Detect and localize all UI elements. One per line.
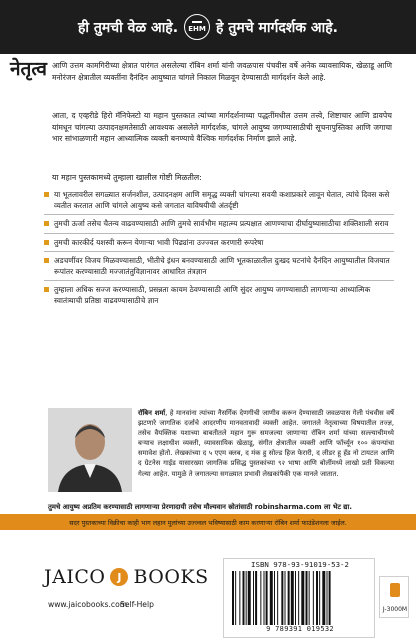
website-callout: तुमचे आयुष्य अप्रतिम करण्यासाठी लागणाऱ्या प्रेरणादायी तसेच मौल्यवान स्रोतांसाठी robinsharma.com ला भेट द्या. xyxy=(48,503,352,511)
list-item-text: तुमची ऊर्जा तसेच चैतन्य वाढवण्यासाठी आणि तुमचे सार्वभौम महात्म्य प्रत्यक्षात आणण्याचा दीर्घायुष्यासाठीचा शक्तिशाली सराव xyxy=(54,219,389,229)
list-item xyxy=(44,186,394,215)
publisher-name-right: BOOKS xyxy=(133,566,209,588)
list-item-text: अडचणींवर विजय मिळवण्यासाठी, भीतीचे इंधन बनवण्यासाठी आणि भूतकाळातील दुःखद घटनांचे दैनंदिन आयुष्यातील विजयात रूपांतर करण्यासाठी मज्जातंतुविज्ञानावर आधारित तंत्रज्ञान xyxy=(54,255,390,277)
isbn-text: ISBN 978-93-91019-53-2 xyxy=(251,560,349,569)
list-title: या महान पुस्तकामध्ये तुम्हाला खालील गोष्टी मिळतील: xyxy=(52,173,202,182)
author-photo xyxy=(48,408,132,492)
author-bio-text: , हे मानवांना त्यांच्या नैसर्गिक देणगीची जाणीव करून देण्यासाठी जवळपास गेली पंचवीस वर्षे झटणारे जागतिक दर्जाचे आदरणीय मानवतावादी व्यक्ती आहेत. जगातले नेतृत्वाच्या विषयातील तज्ज्ञ, तसेच वैयक्तिक यशाच्या बाबतीतले महान गुरू समजल्या जाणाऱ्या रॉबिन शर्मा यांच्या सल्ल्याचीमध्ये बऱ्याच लक्षाधीश व्यक्ती, व्यावसायिक खेळाडू, संगीत क्षेत्रातील व्यक्ती आणि फॉर्च्यून १०० कंपन्यांचा समावेश होतो. लेखकांच्या द ५ एएम क्लब, द मंक हु सोल्ड हिज फेरारी, द लीडर हू हॅड नो टायटल आणि द ग्रेटनेस गाईड यासारख्या जागतिक प्रसिद्ध पुस्तकांच्या ९२ भाषा आणि बोलींमध्ये लाखो प्रती विकल्या गेल्या आहेत. यामुळे ते जगातल्या सगळ्यात प्रभावी लेखकांपैकी एक मानले जातात. xyxy=(138,409,394,478)
price-code: J-3000M xyxy=(382,606,408,613)
author-name: रॉबिन शर्मा xyxy=(138,409,166,417)
square-bullet-icon xyxy=(44,287,49,292)
author-bio xyxy=(138,408,394,479)
charity-notice-text: सदर पुस्तकाच्या विक्रीचा काही भाग लहान मुलांच्या उज्ज्वल भविष्यासाठी काम करणाऱ्या रॉबिन शर्मा फाउंडेशनला जाईल. xyxy=(69,518,347,527)
price-code-mark-icon xyxy=(390,583,400,597)
publisher-name-left: JAICO xyxy=(44,566,106,588)
list-item-text: तुमची कारकीर्द यशस्वी करून येणाऱ्या भावी पिढ्यांना उज्ज्वल करणारी रूपरेषा xyxy=(54,237,264,247)
ehm-logo-icon xyxy=(184,14,210,40)
tagline-banner xyxy=(0,0,416,54)
square-bullet-icon xyxy=(44,192,49,197)
list-item xyxy=(44,281,394,309)
isbn-barcode xyxy=(223,558,375,638)
author-portrait-icon xyxy=(48,408,132,492)
book-genre: Self-Help xyxy=(120,600,154,609)
square-bullet-icon xyxy=(44,258,49,263)
intro-paragraph: आणि उत्तम कामगिरीच्या क्षेत्रात पारंगत असलेल्या रॉबिन शर्मा यांनी जवळपास पंचवीस वर्षे अनेक व्यावसायिक, खेळाडू आणि मनोरंजन क्षेत्रातील व्यक्तींना दैनंदिन आयुष्यात चांगले निकाल मिळवून देण्यासाठी मार्गदर्शन केले आहे. xyxy=(52,61,392,82)
barcode-icon xyxy=(232,571,368,625)
square-bullet-icon xyxy=(44,240,49,245)
tagline-right: हे तुमचे मार्गदर्शक आहे. xyxy=(216,19,338,36)
publisher-website: www.jaicobooks.com xyxy=(48,600,128,609)
price-code-box xyxy=(379,576,409,618)
dropcap-word: नेतृत्व xyxy=(10,58,47,80)
list-item xyxy=(44,252,394,281)
benefit-list xyxy=(44,186,394,310)
jaico-badge-icon xyxy=(110,568,128,586)
square-bullet-icon xyxy=(44,221,49,226)
tagline-left: ही तुमची वेळ आहे. xyxy=(78,19,179,36)
jaico-badge-letter: J xyxy=(117,570,122,584)
description-paragraph: आता, द एव्हरीडे हिरो मॅनिफेस्टो या महान पुस्तकात त्यांच्या मार्गदर्शनाच्या पद्धतींमधील उत्तम तत्त्वे, शिष्टाचार आणि डावपेच यांमधून चांगल्या उत्पादनक्षमतेसाठी आवश्यक असलेले मार्गदर्शक, चांगले आयुष्य जगण्यासाठीची सूचनापुस्तिका आणि जगाचा भार सांभाळणारी महान आध्यात्मिक व्यक्ती बनण्याचे वैश्विक मार्गदर्शक निर्माण झाले आहे. xyxy=(52,111,392,144)
barcode-digits: 9 789391 019532 xyxy=(266,625,334,633)
ehm-logo-text: EHM xyxy=(188,25,206,33)
list-item-text: या भूतलावरील सगळ्यात सर्जनशील, उत्पादनक्षम आणि समृद्ध व्यक्ती चांगल्या सवयी कशाप्रकारे लावून घेतात, त्यांचे दिवस कसे व्यतीत करतात आणि चांगले आयुष्य कसे जगतात याविषयीची अंतर्दृष्टी xyxy=(54,190,390,211)
charity-notice xyxy=(0,514,416,530)
list-item xyxy=(44,234,394,252)
list-item-text: तुम्हाला अधिक सज्ज करण्यासाठी, प्रसन्नता कायम ठेवण्यासाठी आणि सुंदर आयुष्य जगण्यासाठी लागणाऱ्या आध्यात्मिक स्वातंत्र्याची प्रतिष्ठा वाढवण्यासाठीचे ज्ञान xyxy=(54,285,371,306)
list-item xyxy=(44,215,394,233)
publisher-logo xyxy=(44,566,209,588)
